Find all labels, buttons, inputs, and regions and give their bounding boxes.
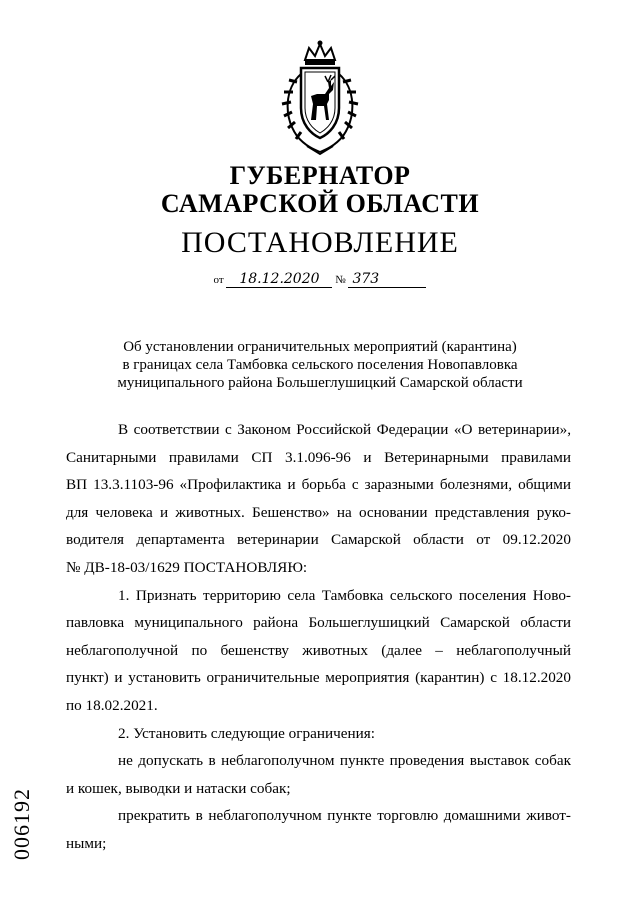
document-type-title: ПОСТАНОВЛЕНИЕ	[181, 226, 459, 259]
text-line: № ДВ-18-03/1629 ПОСТАНОВЛЯЮ:	[66, 558, 308, 576]
issuer-title-line-1: ГУБЕРНАТОР	[229, 161, 411, 190]
paragraph-item-1	[66, 582, 571, 720]
text-line: 1. Признать территорию села Тамбовка сельского поселения Ново-	[118, 586, 571, 604]
subject-line: Об установлении ограничительных мероприятий (карантина)	[123, 339, 517, 355]
text-line: прекратить в неблагополучном пункте торговлю домашними живот-	[118, 807, 571, 825]
paragraph-preamble	[66, 416, 571, 582]
number-label: №	[335, 274, 346, 286]
subject-line: в границах села Тамбовка сельского поселения Новопавловка	[122, 357, 518, 373]
text-line: В соответствии с Законом Российской Федерации «О ветеринарии»,	[118, 421, 571, 438]
text-line: неблагополучной по бешенству животных (далее – неблагополучный	[66, 641, 571, 659]
text-line: ными;	[66, 834, 107, 852]
text-line: пункт) и установить ограничительные мероприятия (карантин) с 18.12.2020	[66, 669, 571, 687]
paragraph-restriction-trade	[66, 802, 571, 857]
text-line: павловка муниципального района Большеглушицкий Самарской области	[66, 614, 571, 632]
handwritten-number: 373	[348, 272, 426, 288]
decree-subject	[0, 338, 640, 392]
paragraph-restriction-exhibitions	[66, 747, 571, 802]
subject-line: муниципального района Большеглушицкий Самарской области	[117, 375, 523, 391]
registration-stamp-number	[10, 760, 34, 860]
text-line: и кошек, выводки и натаски собак;	[66, 779, 291, 797]
text-line: для человека и животных. Бешенство» на основании представления руко-	[66, 503, 571, 521]
decree-body	[66, 416, 571, 858]
stamp-number-text: 006192	[9, 788, 34, 860]
date-number-line	[0, 272, 640, 288]
text-line: по 18.02.2021.	[66, 696, 158, 714]
text-line: не допускать в неблагополучном пункте проведения выставок собак	[118, 752, 571, 770]
text-line: Санитарными правилами СП 3.1.096-96 и Ветеринарными правилами	[66, 448, 571, 466]
text-line: водителя департамента ветеринарии Самарской области от 09.12.2020	[66, 531, 571, 549]
issuer-title-line-2: САМАРСКОЙ ОБЛАСТИ	[160, 189, 480, 218]
date-from-label: от	[213, 274, 224, 286]
samara-coat-of-arms-emblem	[271, 38, 369, 158]
handwritten-date: 18.12.2020	[226, 272, 332, 288]
text-line: ВП 13.3.1103-96 «Профилактика и борьба с заразными болезнями, общими	[66, 476, 571, 494]
paragraph-item-2	[66, 720, 571, 748]
text-line: 2. Установить следующие ограничения:	[118, 724, 375, 742]
